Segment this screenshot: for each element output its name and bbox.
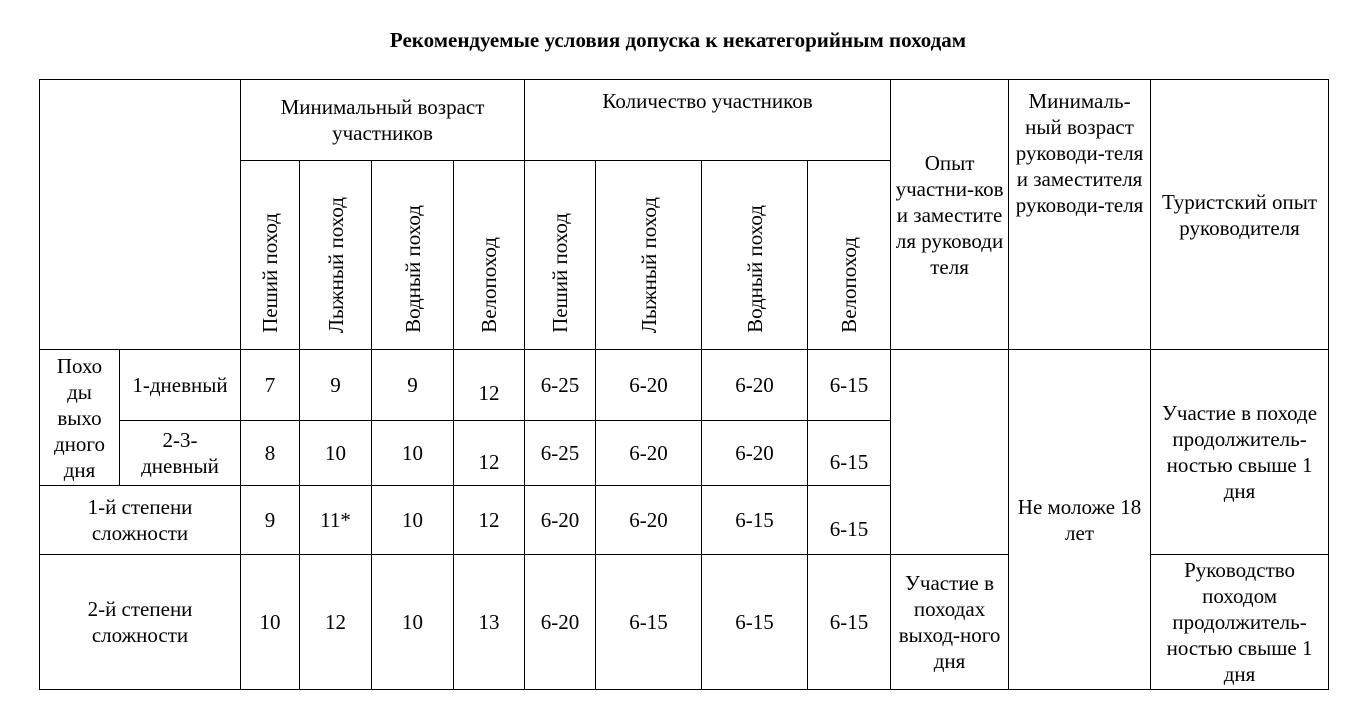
cell: 6-20 <box>702 350 808 421</box>
cell: 12 <box>454 350 525 421</box>
header-experience: Опыт участни-ков и заместите ля руководи теля <box>891 80 1009 350</box>
header-count-ski: Лыжный поход <box>596 161 702 350</box>
cell: 6-15 <box>702 555 808 690</box>
cell: 6-20 <box>596 421 702 486</box>
cell: 6-25 <box>525 421 596 486</box>
header-participants-count: Количество участников <box>525 80 891 161</box>
experience-empty-cell <box>891 350 1009 555</box>
cell: 12 <box>454 421 525 486</box>
row-group-weekend: Похо ды выхо дного дня <box>40 350 120 486</box>
cell: 9 <box>241 486 300 555</box>
cell: 10 <box>300 421 372 486</box>
cell: 10 <box>372 555 454 690</box>
cell: 6-20 <box>596 486 702 555</box>
header-min-age: Минимальный возраст участников <box>241 80 525 161</box>
header-age-water: Водный поход <box>372 161 454 350</box>
header-count-bike: Велопоход <box>808 161 891 350</box>
experience-level2-cell: Участие в походах выход-ного дня <box>891 555 1009 690</box>
row-label-one-day: 1-дневный <box>120 350 241 421</box>
leader-exp-level2-cell: Руководство походом продолжитель-ностью свыше 1 дня <box>1151 555 1329 690</box>
leader-exp-top-cell: Участие в походе продолжитель-ностью свыше 1 дня <box>1151 350 1329 555</box>
cell: 13 <box>454 555 525 690</box>
cell: 10 <box>372 421 454 486</box>
header-count-foot: Пеший поход <box>525 161 596 350</box>
cell: 6-15 <box>808 486 891 555</box>
header-leader-min-age: Минималь-ный возраст руководи-теля и заместителя руководи-теля <box>1009 80 1151 350</box>
cell: 9 <box>372 350 454 421</box>
cell: 12 <box>300 555 372 690</box>
header-age-foot: Пеший поход <box>241 161 300 350</box>
header-count-water: Водный поход <box>702 161 808 350</box>
cell: 6-20 <box>702 421 808 486</box>
row-label-two-three-day: 2-3-дневный <box>120 421 241 486</box>
cell: 7 <box>241 350 300 421</box>
cell: 8 <box>241 421 300 486</box>
header-age-bike: Велопоход <box>454 161 525 350</box>
cell: 6-20 <box>525 486 596 555</box>
cell: 12 <box>454 486 525 555</box>
cell: 10 <box>241 555 300 690</box>
row-label-level2: 2-й степени сложности <box>40 555 241 690</box>
cell: 10 <box>372 486 454 555</box>
row-label-level1: 1-й степени сложности <box>40 486 241 555</box>
cell: 6-20 <box>525 555 596 690</box>
cell: 9 <box>300 350 372 421</box>
page-title: Рекомендуемые условия допуска к некатегорийным походам <box>389 28 967 52</box>
corner-cell <box>40 80 241 350</box>
cell: 6-20 <box>596 350 702 421</box>
admission-table <box>39 79 1329 690</box>
header-leader-experience: Туристский опыт руководителя <box>1151 80 1329 350</box>
cell: 6-15 <box>702 486 808 555</box>
header-age-ski: Лыжный поход <box>300 161 372 350</box>
cell: 6-15 <box>808 421 891 486</box>
leader-age-cell: Не моложе 18 лет <box>1009 350 1151 690</box>
cell: 6-15 <box>808 350 891 421</box>
cell: 6-15 <box>808 555 891 690</box>
cell: 11* <box>300 486 372 555</box>
cell: 6-25 <box>525 350 596 421</box>
cell: 6-15 <box>596 555 702 690</box>
